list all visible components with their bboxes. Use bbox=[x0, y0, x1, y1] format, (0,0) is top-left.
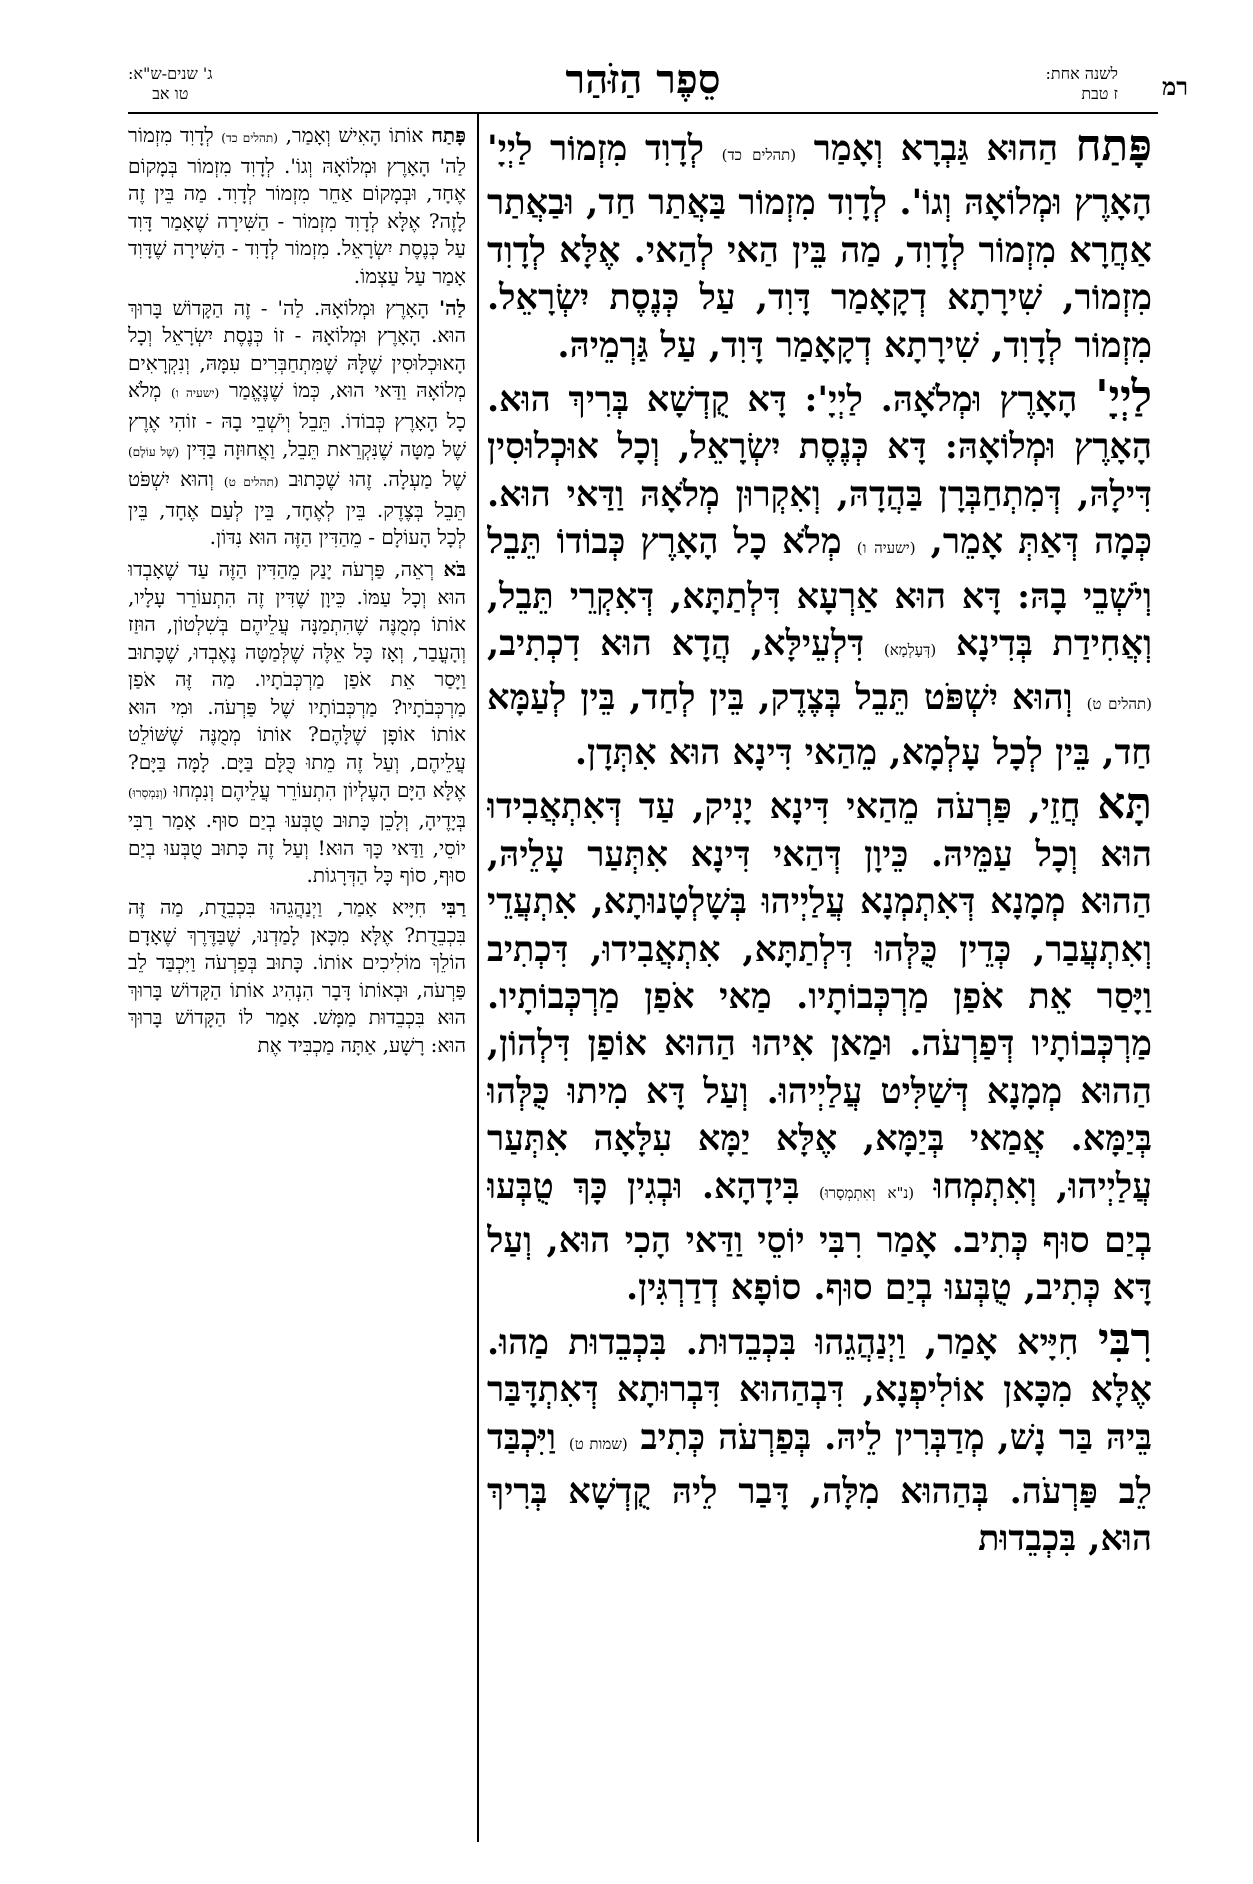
left-meta bbox=[128, 64, 213, 104]
source-reference: (תהלים ט) bbox=[223, 475, 279, 490]
paragraph-text: בְּיָדֶיהָ, וְלָכֵן כָּתוּב טֻבְּעוּ בְיַם סוּף. אָמַר רַבִּי יוֹסֵי, וַדַּאי כָּךְ הוּא! וְעַל זֶה כָּתוּב טֻבְּעוּ בְיַם סוּף, סוֹף כָּל הַדְּרָגוֹת. bbox=[128, 808, 466, 888]
paragraph-text: וְהוּא יִשְׁפֹּט תֵּבֵל בְּצֶדֶק, בֵּין לְחַד, בֵּין לְעַמָּא חַד, בֵּין לְכָל עָלְמָא, מֵהַאי דִּינָא הוּא אִתְּדָן. bbox=[487, 677, 1152, 773]
paragraph-lead-word: תָּא bbox=[1097, 778, 1152, 830]
paragraph-text: שֶׁל מַעְלָה. זֶהוּ שֶׁכָּתוּב bbox=[288, 467, 466, 492]
paragraph-text: הָאָרֶץ וּמְלוֹאָהּ. לַה' - זֶה הַקָּדוֹשׁ בָּרוּךְ הוּא. הָאָרֶץ וּמְלוֹאָהּ - זוֹ כְּנֶסֶת יִשְׂרָאֵל וְכָל הָאוּכְלוּסִין שֶׁלָּהּ שֶׁמִּתְחַבְּרִים עִמָּהּ, וְנִקְרָאִים מְלוֹאָהּ וַדַּאי הוּא, כְּמוֹ שֶׁנֶּאֱמַר bbox=[128, 295, 466, 403]
variant-note: (שֶׁל עוֹלָם) bbox=[128, 444, 180, 459]
main-paragraph bbox=[487, 122, 1152, 369]
source-reference: (תהלים ט) bbox=[1086, 695, 1152, 714]
paragraph-text: לְדָוִד מִזְמוֹר לַה' הָאָרֶץ וּמְלוֹאָהּ וְגוֹ'. לְדָוִד מִזְמוֹר בְּמָקוֹם אֶחָד, וּבְמָקוֹם אַחֵר מִזְמוֹר לְדָוִד. מַה בֵּין זֶה לָזֶה? אֶלָּא לְדָוִד מִזְמוֹר - הַשִּׁירָה שֶׁאָמַר דָּוִד עַל כְּנֶסֶת יִשְׂרָאֵל. מִזְמוֹר לְדָוִד - הַשִּׁירָה שֶׁדָּוִד אָמַר עַל עַצְמוֹ. bbox=[128, 123, 466, 288]
variant-note: (דְּעָלְמָא) bbox=[883, 641, 937, 660]
left-meta-line2: טו אב bbox=[152, 84, 189, 103]
paragraph-text: וְהוּא יִשְׁפֹּט תֵּבֵל בְּצֶדֶק. בֵּין לְאֶחָד, בֵּין לְעַם אֶחָד, בֵּין לְכָל הָעוֹלָם - מֵהַדִּין הַזֶּה הוּא נִדּוֹן. bbox=[128, 467, 466, 550]
paragraph-text: לְדָוִד מִזְמוֹר לַיְיָ' הָאָרֶץ וּמְלוֹאָהּ וְגוֹ'. לְדָוִד מִזְמוֹר בַּאֲתַר חַד, וּבַאֲתַר אַחֲרָא מִזְמוֹר לְדָוִד, מַה בֵּין הַאי לְהַאי. אֶלָּא לְדָוִד מִזְמוֹר, שִׁירָתָא דְקָאָמַר דָּוִד, עַל כְּנֶסֶת יִשְׂרָאֵל. מִזְמוֹר לְדָוִד, שִׁירָתָא דְקָאָמַר דָּוִד, עַל גַּרְמֵיהּ. bbox=[487, 128, 1152, 366]
paragraph-lead-word: לַה' bbox=[439, 295, 466, 320]
paragraph-text: אוֹתוֹ הָאִישׁ וְאָמַר, bbox=[285, 123, 424, 147]
header-rule bbox=[128, 112, 1158, 114]
paragraph-lead-word: לַיְיָ' bbox=[1095, 371, 1152, 423]
source-reference: (שמות ט) bbox=[568, 1434, 628, 1453]
source-reference: (תהלים כד) bbox=[721, 146, 797, 164]
paragraph-text: בִּידָהָא. וּבְגִין כָּךְ טֻבְּעוּ בְיַם סוּף כְּתִיב. אָמַר רִבִּי יוֹסֵי וַדַּאי הָכִי הוּא, וְעַל דָּא כְּתִיב, טֻבְּעוּ בְיַם סוּף. סוֹפָא דְדַרְגִּין. bbox=[487, 1165, 1152, 1309]
paragraph-text: הָאָרֶץ וּמְלֹאָהּ. לַיְיָ': דָּא קֻדְשָׁא בְּרִיךְ הוּא. הָאָרֶץ וּמְלוֹאָהּ: דָּא כְּנֶסֶת יִשְׂרָאֵל, וְכָל אוּכְלוּסִין דִּילָהּ, דְּמִתְחַבְּרָן בַּהֲדָהּ, וְאִקְרוּן מְלֹאָהּ וַדַּאי הוּא. כְּמָה דְּאַתְּ אָמֵר, bbox=[487, 379, 1152, 563]
translation-paragraph bbox=[128, 556, 466, 890]
paragraph-lead-word: בֹּא bbox=[443, 556, 466, 581]
translation-paragraph bbox=[128, 894, 466, 1060]
main-paragraph bbox=[487, 1313, 1152, 1563]
right-meta-line2: ז טבת bbox=[1081, 84, 1118, 103]
paragraph-text: מְלֹא כָל הָאָרֶץ כְּבוֹדוֹ תֵּבֵל וְיֹשְׁבֵי בָהּ: דָּא הוּא אַרְעָא דִּלְתַתָּא, דְּאִקְרֵי תֵּבֵל, וְאֲחִידַת בְּדִינָא bbox=[487, 521, 1152, 665]
running-header bbox=[128, 56, 1188, 106]
source-reference: (ישעיה ו) bbox=[171, 386, 220, 401]
variant-note: (נ"א וְאִתְמְסָרוּ) bbox=[818, 1183, 915, 1202]
column-divider bbox=[477, 112, 479, 1842]
paragraph-lead-word: פָּתַח bbox=[1075, 122, 1152, 171]
right-meta-line1: לשנה אחת: bbox=[1045, 64, 1118, 83]
paragraph-text: וַיִּכְבַּד לֵב פַּרְעֹה. בְּהַהוּא מִלָּה, דָּבַר לֵיהּ קֻדְשָׁא בְּרִיךְ הוּא, בִּכְבֵדוּת bbox=[487, 1416, 1152, 1560]
paragraph-text: דִּלְעֵילָּא, הֲדָא הוּא דִכְתִיב, bbox=[487, 623, 865, 665]
paragraph-text: רְאֵה, פַּרְעֹה יָנַק מֵהַדִּין הַזֶּה עַד שֶׁאָבְדוּ הוּא וְכָל עַמּוֹ. כֵּיוָן שֶׁדִּין זֶה הִתְעוֹרֵר עָלָיו, אוֹתוֹ מְמֻנֶּה שֶׁהִתְמַנָּה עֲלֵיהֶם בְּשִׁלְטוֹן, הוּזַז וְהָעֳבַר, וְאָז כָּל אֵלֶּה שֶׁלְּמַטָּה נֶאֶבְדוּ, שֶׁכָּתוּב וַיָּסַר אֵת אֹפַן מַרְכְּבֹתָיו. מַה זֶּה אֹפַן מַרְכְּבֹתָיו? מַרְכְּבוֹתָיו שֶׁל פַּרְעֹה. וּמִי הוּא אוֹתוֹ אוֹפָן שֶׁלָּהֶם? אוֹתוֹ מְמֻנֶּה שֶׁשּׁוֹלֵט עֲלֵיהֶם, וְעַל זֶה מֵתוּ כֻּלָּם בַּיָּם. לָמָּה בַּיָּם? אֶלָּא הַיָּם הָעֶלְיוֹן הִתְעוֹרֵר עֲלֵיהֶם וְנִמְחוּ bbox=[128, 556, 466, 802]
paragraph-lead-word: רִבִּי bbox=[1097, 1313, 1152, 1365]
main-paragraph bbox=[487, 780, 1152, 1311]
paragraph-text: חִיָּיא אָמַר, וַיְנַהֲגֵהוּ בִּכְבֵדוּת. בִּכְבֵדוּת מַהוּ. אֶלָּא מִכָּאן אוֹלִיפְנָא, דִּבְהַהוּא דִּבְרוּתָא דְּאִתְדָּבַּר בֵּיהּ בַּר נָשׁ, מְדַבְּרִין לֵיהּ. בְּפַרְעֹה כְּתִיב bbox=[487, 1321, 1152, 1458]
page-number: רמ bbox=[1161, 72, 1188, 101]
main-paragraph bbox=[487, 373, 1152, 776]
paragraph-text: מְלֹא כָל הָאָרֶץ כְּבוֹדוֹ. תֵּבֵל וְיֹשְׁבֵי בָהּ - זוֹהִי אֶרֶץ שֶׁל מַטָּה שֶׁנִּקְרֵאת תֵּבֵל, וַאֲחוּזָה בַּדִּין bbox=[128, 378, 466, 461]
variant-note: (וְנִמְסְרוּ) bbox=[128, 785, 168, 800]
paragraph-lead-word: פָּתַח bbox=[431, 123, 466, 147]
paragraph-text: חֲזֵי, פַּרְעֹה מֵהַאי דִּינָא יָנִיק, עַד דְּאִתְאֲבִידוּ הוּא וְכָל עַמֵּיהּ. כֵּיוָן דְּהַאי דִּינָא אִתְּעַר עָלֵיהּ, הַהוּא מְמָנָא דְּאִתְמְנָא עֲלַיְיהוּ בְּשָׁלְטָנוּתָא, אִתְעֲדֵי וְאִתְעֲבַר, כְּדֵין כֻּלְּהוּ דִּלְתַתָּא, אִתְאֲבִידוּ, דִּכְתִיב וַיָּסַר אֵת אֹפַן מַרְכְּבוֹתָיו. מַאי אֹפַן מַרְכְּבוֹתָיו. מַרְכְּבוֹתָיו דְּפַרְעֹה. וּמַאן אִיהוּ הַהוּא אוֹפַן דִּלְהוֹן, הַהוּא מְמָנָא דְּשַׁלִּיט עֲלַיְיהוּ. וְעַל דָּא מִיתוּ כֻּלְּהוּ בְּיַמָּא. אֲמַאי בְּיַמָּא, אֶלָּא יַמָּא עִלָּאָה אִתְּעַר עֲלַיְיהוּ, וְאִתְמְחוּ bbox=[487, 786, 1152, 1207]
paragraph-text: הַהוּא גַּבְרָא וְאָמַר bbox=[813, 128, 1059, 169]
translation-paragraph bbox=[128, 295, 466, 552]
paragraph-text: חִיָּיא אָמַר, וַיְנַהֲגֵהוּ בִּכְבֵדֻת, מַה זֶּה בִּכְבֵדֻת? אֶלָּא מִכָּאן לָמַדְנוּ, שֶׁבַּדֶּרֶךְ שֶׁאָדָם הוֹלֵךְ מוֹלִיכִים אוֹתוֹ. כָּתוּב בְּפַרְעֹה וַיִּכְבַּד לֵב פַּרְעֹה, וּבְאוֹתוֹ דָּבָר הִנְהִיג אוֹתוֹ הַקָּדוֹשׁ בָּרוּךְ הוּא בִּכְבֵדוּת מַמָּשׁ. אָמַר לוֹ הַקָּדוֹשׁ בָּרוּךְ הוּא: רָשָׁע, אַתָּה מַכְבִּיד אֶת bbox=[128, 895, 466, 1057]
page-title: סֵפֶר הַזֹּהַר bbox=[565, 56, 721, 103]
source-reference: (ישעיה ו) bbox=[856, 539, 916, 558]
source-reference: (תהלים כד) bbox=[221, 131, 278, 145]
left-meta-line1: ג' שנים-ש"א: bbox=[128, 64, 213, 83]
paragraph-lead-word: רַבִּי bbox=[441, 895, 466, 920]
translation-column bbox=[128, 122, 466, 1842]
translation-paragraph bbox=[128, 122, 466, 291]
main-text-column bbox=[487, 122, 1152, 1842]
